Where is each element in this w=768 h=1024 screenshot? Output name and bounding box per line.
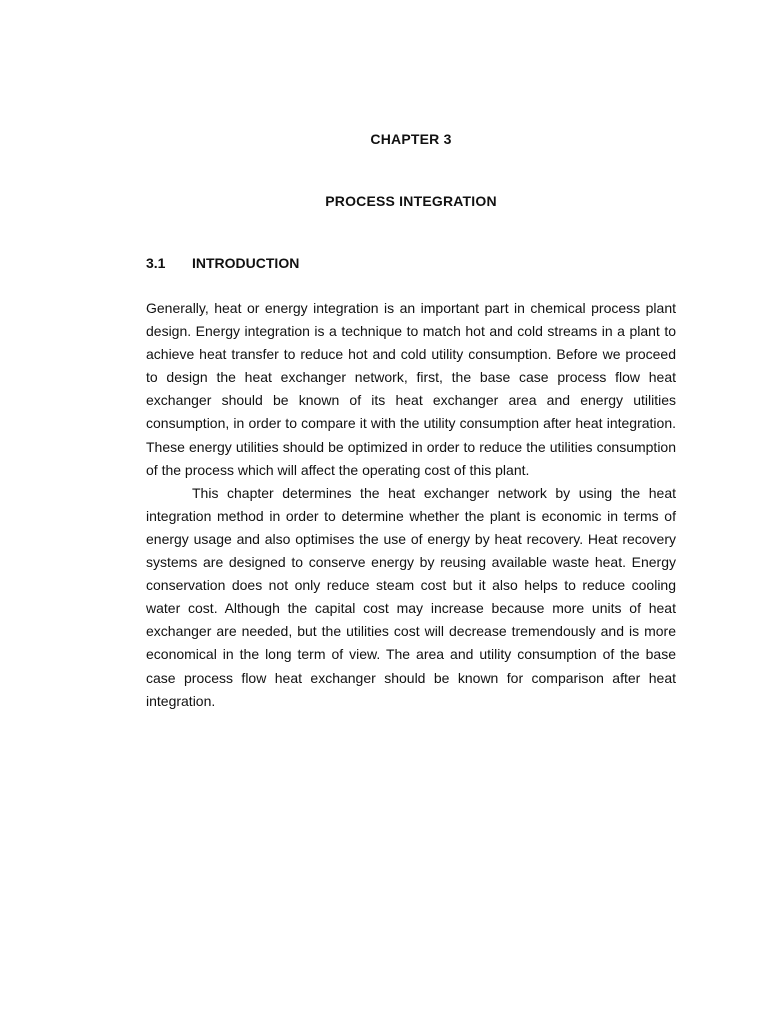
body-text (146, 297, 676, 713)
paragraph-2: This chapter determines the heat exchanger network by using the heat integration method in order to determine whether the plant is economic in terms of energy usage and also optimises the use of energy by heat recovery. Heat recovery systems are designed to conserve energy by reusing available waste heat. Energy conservation does not only reduce steam cost but it also helps to reduce cooling water cost. Although the capital cost may increase because more units of heat exchanger are needed, but the utilities cost will decrease tremendously and is more economical in the long term of view. The area and utility consumption of the base case process flow heat exchanger should be known for comparison after heat integration. (146, 484, 676, 709)
section-number: 3.1 (146, 255, 166, 271)
paragraph-1: Generally, heat or energy integration is an important part in chemical process plant design. Energy integration is a technique to match hot and cold streams in a plant to achieve heat transfer to reduce hot and cold utility consumption. Before we proceed to design the heat exchanger network, first, the base case process flow heat exchanger should be known of its heat exchanger area and energy utilities consumption, in order to compare it with the utility consumption after heat integration. These energy utilities should be optimized in order to reduce the utilities consumption of the process which will affect the operating cost of this plant. (146, 300, 676, 478)
section-title: INTRODUCTION (192, 255, 300, 271)
chapter-label: CHAPTER 3 (370, 131, 452, 147)
chapter-title: PROCESS INTEGRATION (325, 193, 497, 209)
section-heading (146, 254, 299, 272)
